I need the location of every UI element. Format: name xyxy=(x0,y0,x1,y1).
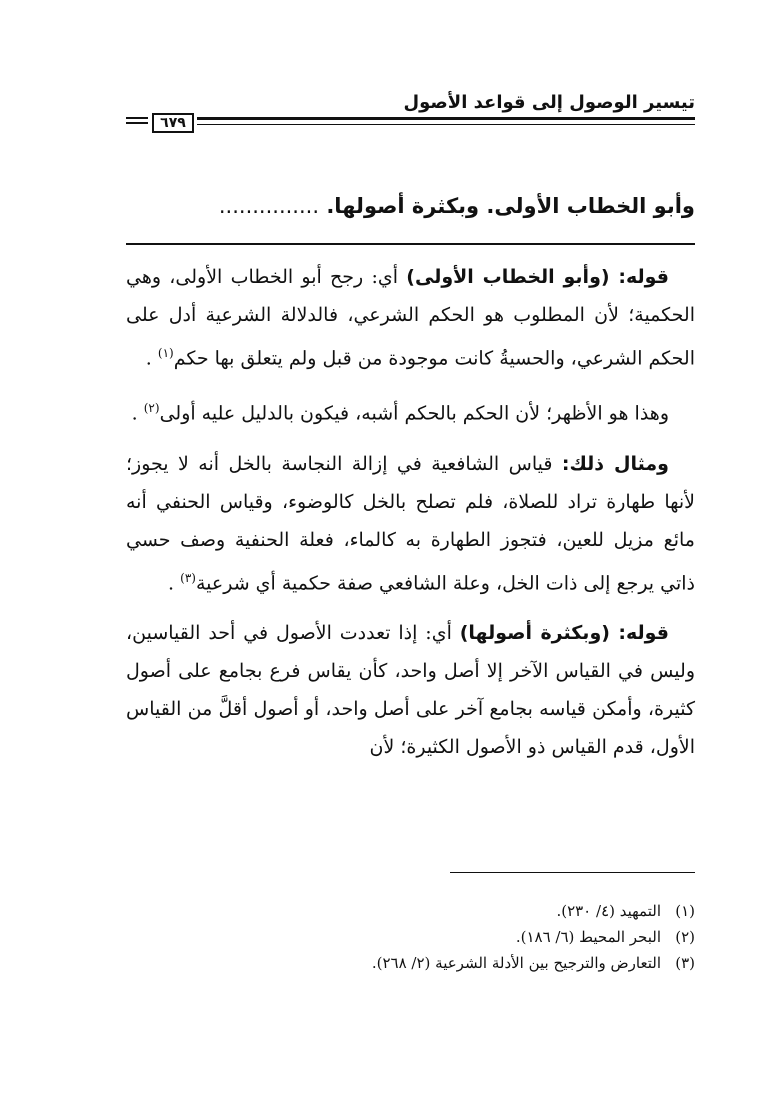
paragraph-text: أي: إذا تعددت الأصول في أحد القياسين، وليس في القياس الآخر إلا أصل واحد، كأن يقاس فرع بجامع على أصول كثيرة، وأمكن قياسه بجامع آخر على أصل واحد، أو أصول أقلَّ من القياس الأول، قدم القياس ذو الأصول الكثيرة؛ لأن xyxy=(126,621,695,758)
footnote-separator xyxy=(450,872,695,873)
paragraph xyxy=(126,614,695,766)
paragraph-end: . xyxy=(145,347,152,370)
paragraph xyxy=(126,445,695,602)
matn-dots: ............... xyxy=(218,194,320,218)
footnote-ref[interactable]: (٣) xyxy=(180,570,196,585)
page-number: ٦٧٩ xyxy=(152,113,194,133)
footnote-number: (١) xyxy=(675,902,695,920)
running-title: تيسير الوصول إلى قواعد الأصول xyxy=(403,92,695,113)
matn-separator xyxy=(126,243,695,245)
commentary-body xyxy=(126,258,695,778)
paragraph-lead: ومثال ذلك: xyxy=(561,452,669,475)
matn-line xyxy=(126,194,695,218)
paragraph-end: . xyxy=(131,402,138,425)
footnote-number: (٣) xyxy=(675,954,695,972)
footnote-ref[interactable]: (٢) xyxy=(143,401,160,416)
footnote-item xyxy=(126,898,695,924)
paragraph-lead: قوله: (وبكثرة أصولها) xyxy=(459,621,669,644)
footnote-item xyxy=(126,950,695,976)
header-decoration xyxy=(126,117,148,127)
paragraph-text: أي: رجح أبو الخطاب الأولى، وهي الحكمية؛ لأن المطلوب هو الحكم الشرعي، فالدلالة الشرعية أدل على الحكم الشرعي، والحسيةُ كانت موجودة من قبل ولم يتعلق بها حكم xyxy=(126,266,695,370)
footnote-text: البحر المحيط (٦/ ١٨٦). xyxy=(515,928,661,946)
paragraph-text: قياس الشافعية في إزالة النجاسة بالخل أنه لا يجوز؛ لأنها طهارة تراد للصلاة، فلم تصلح بالخل كالوضوء، وقياس الحنفي أنه مائع مزيل للعين، فتجوز الطهارة به كالماء، فعلة الحنفية وصف حسي ذاتي يرجع إلى ذات الخل، وعلة الشافعي صفة حكمية أي شرعية xyxy=(126,452,695,594)
header-rule xyxy=(197,117,695,120)
paragraph-lead: قوله: (وأبو الخطاب الأولى) xyxy=(406,266,669,288)
paragraph-end: . xyxy=(168,571,175,594)
paragraph-text: وهذا هو الأظهر؛ لأن الحكم بالحكم أشبه، فيكون بالدليل عليه أولى xyxy=(159,402,669,425)
footnotes xyxy=(126,898,695,976)
footnote-text: التمهيد (٤/ ٢٣٠). xyxy=(556,902,661,920)
header-rule-thin xyxy=(197,124,695,125)
footnote-ref[interactable]: (١) xyxy=(157,346,174,360)
footnote-text: التعارض والترجيح بين الأدلة الشرعية (٢/ ٢٦٨). xyxy=(371,954,661,972)
matn-text: وأبو الخطاب الأولى. وبكثرة أصولها. xyxy=(326,194,695,218)
paragraph xyxy=(126,258,695,377)
footnote-item xyxy=(126,924,695,950)
paragraph xyxy=(126,389,695,432)
footnote-number: (٢) xyxy=(675,928,695,946)
